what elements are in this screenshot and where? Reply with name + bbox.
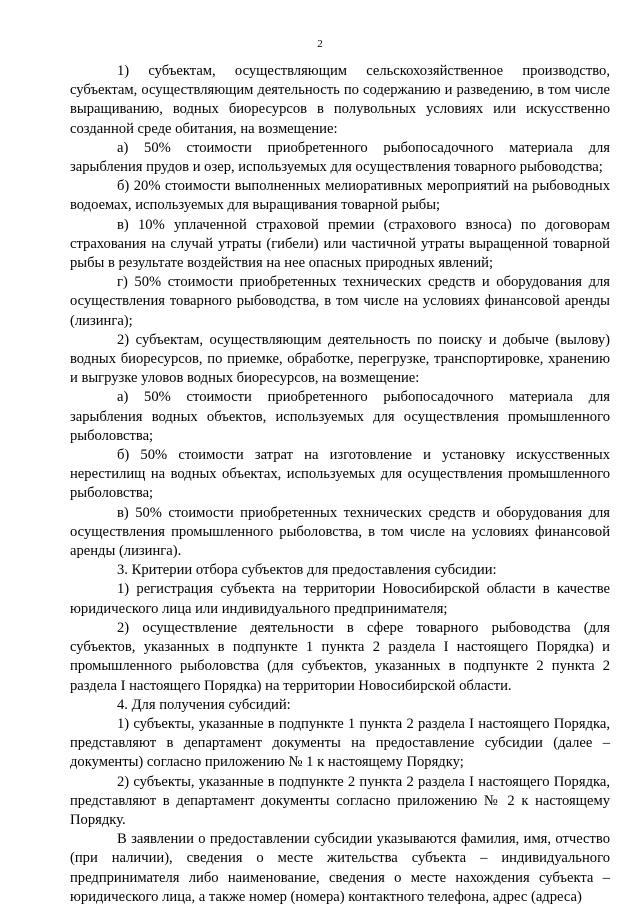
paragraph-item-b-melioration: б) 20% стоимости выполненных мелиоративных мероприятий на рыбоводных водоемах, используемых для выращивания товарной рыбы; [70, 178, 610, 214]
page-number: 2 [317, 38, 323, 50]
paragraph-selection-criteria: 3. Критерии отбора субъектов для предоставления субсидии: [117, 562, 497, 579]
paragraph-subsidy-fish-farming: 1) субъектам, осуществляющим сельскохозяйственное производство, субъектам, осуществляющим деятельность по содержанию и разведению, в том числе выращиванию, водных биоресурсов в полувольных условиях или искусственно созданной среде обитания, на возмещение: [70, 63, 610, 137]
paragraph-criterion-activity: 2) осуществление деятельности в сфере товарного рыбоводства (для субъектов, указанных в подпункте 1 пункта 2 раздела I настоящего Порядка) и промышленного рыболовства (для субъектов, указанных в подпункте 2 пункта 2 раздела I настоящего Порядка) на территории Новосибирской области. [70, 619, 610, 694]
paragraph-item-a-stocking-ponds: а) 50% стоимости приобретенного рыбопосадочного материала для зарыбления прудов и озер, используемых для осуществления товарного рыбоводства; [70, 139, 610, 176]
paragraph-subsidy-fishing: 2) субъектам, осуществляющим деятельность по поиску и добыче (вылову) водных биоресурсов, по приемке, обработке, перегрузке, транспортировке, хранению и выгрузке уловов водных биоресурсов, на возмещение: [70, 331, 610, 387]
paragraph-documents-annex-1: 1) субъекты, указанные в подпункте 1 пункта 2 раздела I настоящего Порядка, представляют в департамент документы на предоставление субсидии (далее – документы) согласно приложению № 1 к настоящему Порядку; [70, 715, 610, 771]
paragraph-application-details: В заявлении о предоставлении субсидии указываются фамилия, имя, отчество (при наличии), сведения о месте жительства субъекта – индивидуального предпринимателя либо наименование, сведения о месте нахождения субъекта – юридического лица, а также номер (номера) контактного телефона, адрес (адреса) [70, 831, 610, 905]
paragraph-item-a-stocking-water: а) 50% стоимости приобретенного рыбопосадочного материала для зарыбления водных объектов, используемых для осуществления промышленного рыболовства; [70, 389, 610, 444]
paragraph-item-b-spawning-grounds: б) 50% стоимости затрат на изготовление и установку искусственных нерестилищ на водных объектах, используемых для осуществления промышленного рыболовства; [70, 447, 610, 502]
paragraph-item-g-equipment: г) 50% стоимости приобретенных технических средств и оборудования для осуществления товарного рыбоводства, в том числе на условиях финансовой аренды (лизинга); [70, 274, 610, 329]
document-body [70, 62, 610, 907]
paragraph-criterion-registration: 1) регистрация субъекта на территории Новосибирской области в качестве юридического лица или индивидуального предпринимателя; [70, 581, 610, 617]
paragraph-item-v-fishing-equipment: в) 50% стоимости приобретенных технических средств и оборудования для осуществления промышленного рыболовства, в том числе на условиях финансовой аренды (лизинга). [70, 504, 610, 560]
paragraph-obtaining-subsidies: 4. Для получения субсидий: [117, 696, 291, 713]
paragraph-documents-annex-2: 2) субъекты, указанные в подпункте 2 пункта 2 раздела I настоящего Порядка, представляют в департамент документы согласно приложению № 2 к настоящему Порядку. [70, 773, 610, 828]
paragraph-item-v-insurance: в) 10% уплаченной страховой премии (страхового взноса) по договорам страхования на случай утраты (гибели) или частичной утраты выращенной товарной рыбы в результате воздействия на нее опасных природных явлений; [70, 216, 610, 272]
